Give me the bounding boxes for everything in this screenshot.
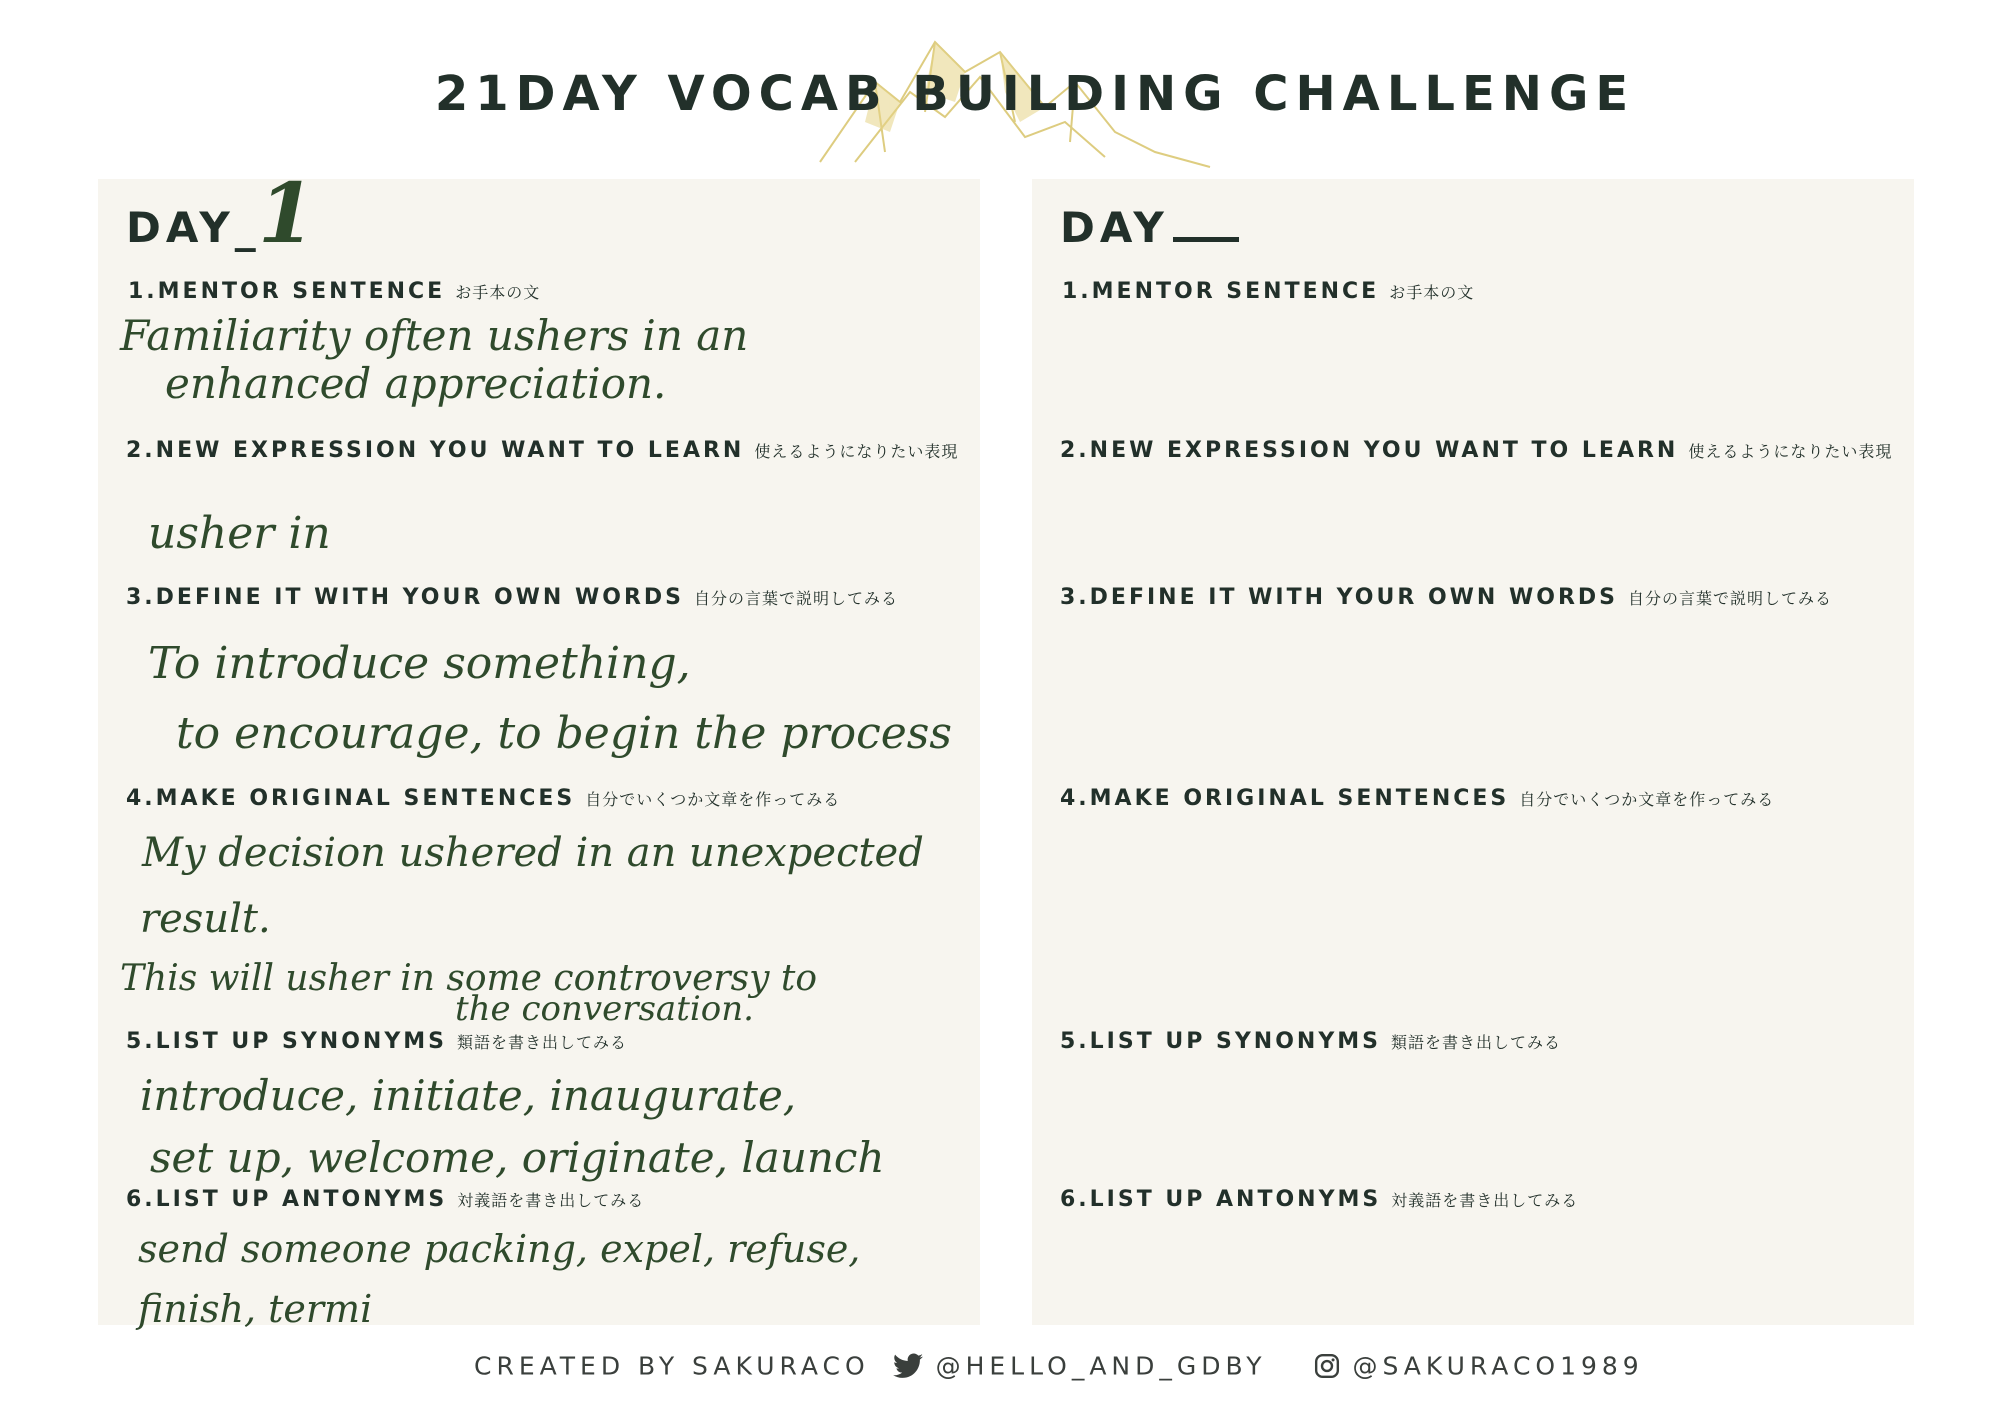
handwritten-text: result. bbox=[140, 896, 271, 942]
day-1-card bbox=[98, 179, 980, 1325]
section-antonyms: 6.LIST UP ANTONYMS 対義語を書き出してみる bbox=[126, 1187, 645, 1212]
day-label: DAY bbox=[1060, 203, 1239, 252]
handwritten-text: the conversation. bbox=[455, 989, 754, 1029]
twitter-handle[interactable]: @HELLO_AND_GDBY bbox=[935, 1351, 1267, 1381]
section-synonyms: 5.LIST UP SYNONYMS 類語を書き出してみる bbox=[126, 1029, 628, 1054]
section-mentor-sentence: 1.MENTOR SENTENCE お手本の文 bbox=[128, 279, 541, 304]
day-number-blank bbox=[1173, 229, 1239, 242]
section-synonyms: 5.LIST UP SYNONYMS 類語を書き出してみる bbox=[1060, 1029, 1562, 1054]
handwritten-text: send someone packing, expel, refuse, bbox=[138, 1227, 861, 1271]
handwritten-text: This will usher in some controversy to bbox=[120, 958, 818, 999]
handwritten-text: Familiarity often ushers in an bbox=[120, 311, 749, 360]
day-blank-card bbox=[1032, 179, 1914, 1325]
section-define: 3.DEFINE IT WITH YOUR OWN WORDS 自分の言葉で説明してみる bbox=[126, 585, 899, 610]
section-define: 3.DEFINE IT WITH YOUR OWN WORDS 自分の言葉で説明してみる bbox=[1060, 585, 1833, 610]
page-title: 21DAY VOCAB BUILDING CHALLENGE bbox=[434, 66, 1636, 122]
section-original-sentences: 4.MAKE ORIGINAL SENTENCES 自分でいくつか文章を作ってみる bbox=[1060, 786, 1775, 811]
twitter-icon bbox=[893, 1353, 923, 1379]
section-antonyms: 6.LIST UP ANTONYMS 対義語を書き出してみる bbox=[1060, 1187, 1579, 1212]
section-new-expression: 2.NEW EXPRESSION YOU WANT TO LEARN 使えるようになりたい表現 bbox=[1060, 438, 1893, 463]
footer-credits bbox=[474, 1350, 1644, 1381]
handwritten-text: introduce, initiate, inaugurate, bbox=[140, 1071, 797, 1120]
handwritten-text: finish, termi bbox=[138, 1287, 373, 1331]
handwritten-day-number: 1 bbox=[258, 166, 316, 262]
handwritten-text: usher in bbox=[148, 508, 331, 559]
section-mentor-sentence: 1.MENTOR SENTENCE お手本の文 bbox=[1062, 279, 1475, 304]
created-by-text: CREATED BY SAKURACO bbox=[474, 1351, 870, 1381]
instagram-icon bbox=[1314, 1353, 1340, 1379]
handwritten-text: set up, welcome, originate, launch bbox=[150, 1133, 885, 1182]
day-label: DAY_ bbox=[126, 203, 261, 252]
handwritten-text: To introduce something, bbox=[148, 638, 691, 689]
instagram-handle[interactable]: @SAKURACO1989 bbox=[1352, 1351, 1644, 1381]
handwritten-text: to encourage, to begin the process bbox=[176, 708, 952, 759]
section-new-expression: 2.NEW EXPRESSION YOU WANT TO LEARN 使えるようになりたい表現 bbox=[126, 438, 959, 463]
handwritten-text: enhanced appreciation. bbox=[165, 359, 667, 408]
handwritten-text: My decision ushered in an unexpected bbox=[142, 830, 924, 876]
section-original-sentences: 4.MAKE ORIGINAL SENTENCES 自分でいくつか文章を作ってみる bbox=[126, 786, 841, 811]
